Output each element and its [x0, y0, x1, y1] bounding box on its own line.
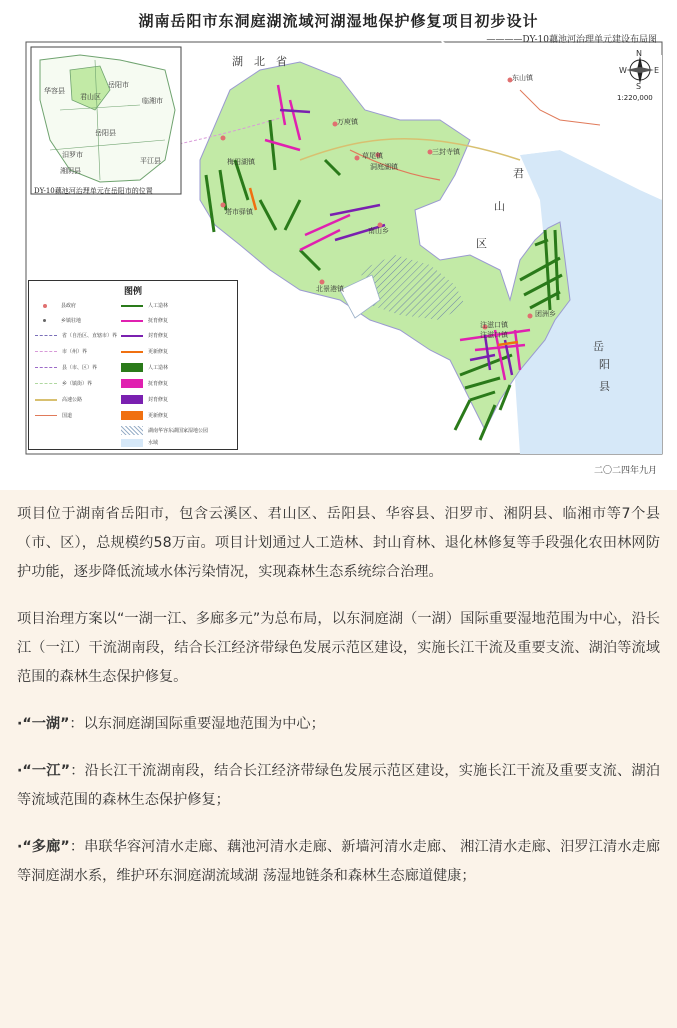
- region-junshan-3: 区: [476, 237, 487, 250]
- region-yueyang-2: 阳: [599, 358, 610, 371]
- bullet-multi-corridor: [17, 833, 660, 891]
- region-yueyang-1: 岳: [593, 340, 604, 353]
- bullet-one-lake: [17, 710, 660, 739]
- town-label: 塔市驿镇: [225, 208, 253, 216]
- compass-s: S: [636, 82, 642, 91]
- legend-item: 水域: [121, 438, 158, 447]
- legend-item: 更新修复: [121, 411, 168, 420]
- inset-label: 平江县: [140, 157, 161, 165]
- map-title: 湖南岳阳市东洞庭湖流域河湖湿地保护修复项目初步设计: [138, 12, 539, 30]
- town-label: 草尾镇: [362, 152, 383, 160]
- town-label: 东山镇: [512, 74, 533, 82]
- legend-item: 抚育修复: [121, 379, 168, 388]
- map-scale: 1:220,000: [617, 94, 653, 102]
- map-legend: [28, 280, 238, 450]
- town-label: 团洲乡: [535, 310, 556, 318]
- legend-item: 乡镇驻地: [35, 316, 81, 325]
- inset-label: 湘阴县: [60, 167, 81, 175]
- compass-n: N: [636, 49, 642, 58]
- legend-item: 湖南华容东湖国家湿地公园: [121, 426, 208, 435]
- inset-label: 汨罗市: [62, 151, 83, 159]
- legend-item: 省（自治区、直辖市）界: [35, 331, 117, 340]
- bullet-key: ·“多廊”: [17, 839, 70, 855]
- legend-item: 市（州）界: [35, 347, 87, 356]
- town-label: 万庾镇: [337, 118, 358, 126]
- region-yueyang-3: 县: [599, 380, 610, 393]
- project-layout-map: [0, 0, 677, 490]
- legend-item: 高速公路: [35, 395, 82, 404]
- bullet-one-river: [17, 757, 660, 815]
- bullet-text: ：沿长江干流湖南段，结合长江经济带绿色发展示范区建设，实施长江干流及重要支流、湖泊等流域范围的森林生态保护修复；: [17, 763, 660, 808]
- legend-item: 乡（镇街）界: [35, 379, 92, 388]
- legend-item: 人工造林: [121, 301, 168, 310]
- town-label: 北景港镇: [316, 285, 344, 293]
- legend-item: 人工造林: [121, 363, 168, 372]
- bullet-key: ·“一江”: [17, 763, 71, 779]
- legend-item: 县（市、区）界: [35, 363, 97, 372]
- paragraph-plan: 项目治理方案以“一湖一江、多廊多元”为总布局，以东洞庭湖（一湖）国际重要湿地范围为中心，沿长江（一江）干流湖南段，结合长江经济带绿色发展示范区建设，实施长江干流及重要支流、湖泊等流域范围的森林生态保护修复。: [17, 611, 660, 685]
- region-hubei: 湖 北 省: [232, 55, 287, 68]
- map-date: 二〇二四年九月: [593, 466, 657, 476]
- bullet-key: ·“一湖”: [17, 716, 70, 732]
- inset-caption: DY-10藕池河治理单元在岳阳市的位置: [34, 187, 153, 195]
- town-label: 注滋口镇: [480, 331, 508, 339]
- compass-w: W: [619, 66, 627, 75]
- region-junshan-2: 山: [494, 200, 505, 213]
- town-label: 注滋口镇: [480, 321, 508, 329]
- town-label: 梅田湖镇: [227, 158, 255, 166]
- legend-item: 更新修复: [121, 347, 168, 356]
- town-label: 洞庭湖镇: [370, 163, 398, 171]
- region-junshan-1: 君: [513, 167, 524, 180]
- legend-item: 抚育修复: [121, 316, 168, 325]
- legend-item: 县政府: [35, 301, 76, 310]
- inset-label: 君山区: [80, 93, 101, 101]
- town-label: 三封寺镇: [432, 148, 460, 156]
- inset-label: 岳阳县: [95, 129, 116, 137]
- town-label: 南山乡: [368, 227, 389, 235]
- map-subtitle: ————DY-10藕池河治理单元建设布局图: [486, 35, 657, 45]
- paragraph-location: 项目位于湖南省岳阳市，包含云溪区、君山区、岳阳县、华容县、汨罗市、湘阴县、临湘市等7个县（市、区），总规模约58万亩。项目计划通过人工造林、封山育林、退化林修复等手段强化农田林网防护功能，逐步降低流域水体污染情况，实现森林生态系统综合治理。: [17, 506, 660, 580]
- bullet-text: ：以东洞庭湖国际重要湿地范围为中心；: [69, 716, 325, 732]
- article-text: [0, 500, 677, 891]
- bullet-text: ：串联华容河清水走廊、藕池河清水走廊、新墙河清水走廊、 湘江清水走廊、汨罗江清水走廊等洞庭湖水系，维护环东洞庭湖流域湖 荡湿地链条和森林生态廊道健康；: [17, 839, 661, 884]
- legend-item: 封育修复: [121, 395, 168, 404]
- inset-label: 临湘市: [142, 97, 163, 105]
- compass-e: E: [654, 66, 660, 75]
- legend-item: 封育修复: [121, 331, 168, 340]
- legend-item: 国道: [35, 411, 72, 420]
- legend-title: 图例: [123, 287, 142, 297]
- inset-label: 华容县: [44, 87, 65, 95]
- inset-label: 岳阳市: [108, 81, 129, 89]
